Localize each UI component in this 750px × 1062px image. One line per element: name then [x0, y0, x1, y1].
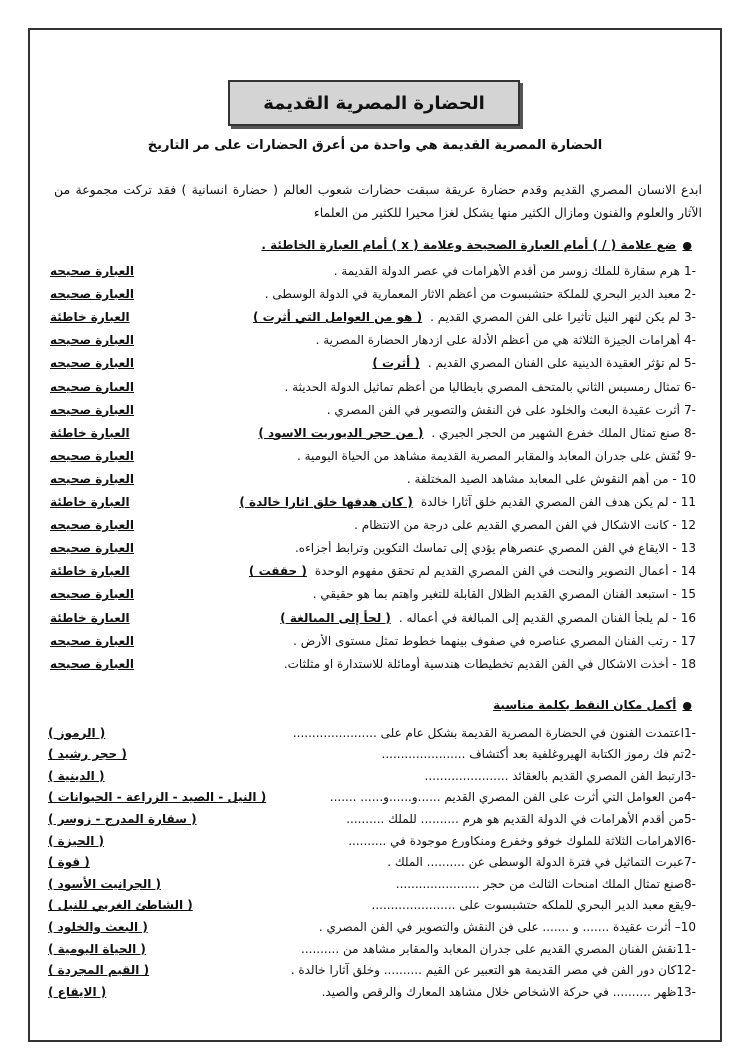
- statement-number: -8: [684, 425, 696, 440]
- statement-text: - رتب الفنان المصري عناصره في صفوف بينهما خطوط تمثل مستوى الأرض .: [293, 633, 677, 648]
- question-answer: ( البعث والخلود ): [48, 919, 148, 934]
- question-text: تم فك رموز الكتابة الهيروغلفية بعد أكتشاف ......................: [381, 747, 685, 762]
- fill-blank-row: [48, 938, 696, 959]
- statement-correction: ( حققت ): [248, 564, 307, 579]
- statement-row: [50, 537, 696, 559]
- statement-row: [50, 422, 696, 444]
- statement-correction: ( كان هدفها خلق اثارا خالدة ): [239, 495, 413, 509]
- statement-row: [50, 260, 696, 282]
- statement-row: [50, 399, 696, 421]
- statement-text: تمثال رمسيس الثاني بالمتحف المصري بايطاليا من أعظم تماثيل الدولة الحديثة .: [284, 379, 681, 394]
- statement-number: -1: [684, 264, 696, 278]
- question-number: -6: [684, 833, 696, 848]
- statement-row: [50, 630, 696, 652]
- statement-row: [50, 514, 696, 536]
- bullet-icon: ●: [682, 698, 692, 712]
- statement-row: [50, 468, 696, 490]
- statement-number: 11: [680, 495, 696, 509]
- question-answer: ( الجيزة ): [48, 833, 105, 848]
- statement-correction: ( لجأ إلى المبالغة ): [280, 610, 391, 625]
- question-number: -5: [684, 811, 696, 826]
- question-number: -4: [684, 790, 696, 805]
- statement-number: -5: [684, 356, 696, 371]
- statement-answer: العبارة خاطئة: [50, 564, 130, 579]
- question-answer: ( الحياة اليومية ): [48, 941, 146, 956]
- page-title: الحضارة المصرية القديمة: [228, 80, 520, 126]
- question-answer: ( الشاطئ الغربي للنيل ): [48, 898, 193, 913]
- statement-answer: العبارة خاطئة: [50, 495, 130, 509]
- question-number: -2: [684, 747, 696, 762]
- statement-text: - من أهم النقوش على المعابد مشاهد الصيد المختلفة .: [406, 471, 677, 486]
- statement-correction: ( من حجر الديوريت الاسود ): [258, 425, 424, 440]
- statement-answer: العبارة صحيحه: [50, 518, 135, 533]
- question-answer: ( قوة ): [48, 855, 90, 870]
- question-number: -1: [684, 725, 696, 740]
- fill-blank-row: [48, 744, 696, 765]
- statement-number: 16: [680, 610, 696, 625]
- statement-text: أثرت عقيدة البعث والخلود على فن النقش والتصوير في الفن المصري .: [326, 402, 681, 417]
- fill-blank-row: [48, 873, 696, 894]
- question-text: يقع معبد الدير البحري للملكه حتشبسوت على ......................: [371, 898, 685, 913]
- question-number: 10: [680, 919, 696, 934]
- question-text: ارتبط الفن المصري القديم بالعقائد ......................: [424, 768, 685, 783]
- question-number: -3: [684, 768, 696, 783]
- statement-number: -4: [684, 333, 696, 348]
- question-text: عبرت التماثيل في فترة الدولة الوسطى عن .......... الملك .: [387, 855, 685, 870]
- statement-row: [50, 653, 696, 675]
- question-number: -12: [676, 963, 696, 978]
- question-answer: ( الايقاع ): [48, 984, 107, 999]
- statement-number: 18: [680, 656, 696, 671]
- statement-number: -2: [684, 287, 696, 302]
- question-answer: ( الجرانيت الأسود ): [48, 876, 161, 891]
- statement-number: -3: [684, 310, 696, 325]
- statement-text: - لم يلجأ الفنان المصري القديم إلى المبالغة في أعماله .: [398, 610, 677, 625]
- statement-row: [50, 445, 696, 467]
- statement-text: معبد الدير البحري للملكة حتشبسوت من أعظم الاثار المعمارية في الدولة الوسطى .: [264, 287, 681, 302]
- statement-text: - استبعد الفنان المصري القديم الظلال القابلة للتغير واهتم بما هو حقيقي .: [312, 587, 677, 602]
- question-number: -9: [684, 898, 696, 913]
- statement-text: - الايقاع في الفن المصري عنصرهام يؤدي إلى تماسك التكوين وترابط أجزاءه.: [294, 541, 677, 556]
- statement-text: صنع تمثال الملك خفرع الشهير من الحجر الجيري .: [431, 425, 681, 440]
- fill-blank-row: [48, 916, 696, 937]
- statement-answer: العبارة صحيحه: [50, 264, 135, 278]
- statement-answer: العبارة صحيحه: [50, 656, 135, 671]
- question-answer: ( النيل - الصيد - الزراعة - الحيوانات ): [48, 790, 267, 805]
- statement-number: -9: [684, 448, 696, 463]
- question-text: كان دور الفن في مصر القديمة هو التعبير عن القيم .......... وخلق آثارا خالدة .: [290, 963, 677, 978]
- statement-correction: ( هو من العوامل التي أثرت ): [253, 310, 423, 325]
- bullet-icon: ●: [682, 238, 692, 252]
- statement-text: لم تؤثر العقيدة الدينية على الفنان المصري القديم .: [427, 356, 681, 371]
- question-answer: ( حجر رشيد ): [48, 747, 127, 762]
- section1-heading: [261, 238, 692, 252]
- statement-text: هرم سقارة للملك زوسر من أقدم الأهرامات في عصر الدولة القديمة .: [333, 264, 681, 278]
- statement-number: 17: [680, 633, 696, 648]
- statement-answer: العبارة خاطئة: [50, 425, 130, 440]
- statement-number: 10: [680, 471, 696, 486]
- statement-text: أهرامات الجيزة الثلاثة هي من أعظم الأدلة على ازدهار الحضارة المصرية .: [315, 333, 681, 348]
- statement-row: [50, 283, 696, 305]
- question-text: من العوامل التي أثرت على الفن المصري القديم ......و......و...... .......: [329, 790, 685, 805]
- intro-paragraph: ابدع الانسان المصري القديم وقدم حضارة عريقة سبقت حضارات شعوب العالم ( حضارة انسانية ) فقد تركت مجموعة من الآثار والعلوم والفنون ومازال الكثير منها يشكل لغزا محيرا للكثير من العلماء: [54, 182, 702, 220]
- statement-number: 13: [680, 541, 696, 556]
- statement-text: لم يكن لنهر النيل تأثيرا على الفن المصري القديم .: [430, 310, 681, 325]
- statement-row: [50, 583, 696, 605]
- statement-number: 14: [680, 564, 696, 579]
- statement-correction: ( أثرت ): [372, 356, 420, 371]
- fill-blank-row: [48, 895, 696, 916]
- statement-number: -7: [684, 402, 696, 417]
- statement-text: نُقش على جدران المعابد والمقابر المصرية القديمة مشاهد من الحياة اليومية .: [296, 448, 681, 463]
- fill-blank-row: [48, 960, 696, 981]
- statement-row: [50, 376, 696, 398]
- question-number: -13: [676, 984, 696, 999]
- statement-row: [50, 306, 696, 328]
- statement-text: - أعمال التصوير والنحت في الفن المصري القديم لم تحقق مفهوم الوحدة: [314, 564, 677, 579]
- statement-row: [50, 560, 696, 582]
- question-text: ظهر .......... في حركة الاشخاص خلال مشاهد المعارك والرقص والصيد.: [321, 984, 677, 999]
- statement-answer: العبارة صحيحه: [50, 379, 135, 394]
- statement-text: - لم يكن هدف الفن المصري القديم خلق آثارا خالدة: [420, 495, 677, 509]
- statement-row: [50, 352, 696, 374]
- statement-number: -6: [684, 379, 696, 394]
- fill-blank-row: [48, 981, 696, 1002]
- statement-answer: العبارة صحيحه: [50, 448, 135, 463]
- question-number: -8: [684, 876, 696, 891]
- statement-text: - أخذت الاشكال في الفن القديم تخطيطات هندسية أومائلة للاستدارة او مثلثات.: [283, 656, 677, 671]
- statement-row: [50, 329, 696, 351]
- question-number: -11: [676, 941, 696, 956]
- statement-text: - كانت الاشكال في الفن المصري القديم على درجة من الانتظام .: [354, 518, 677, 533]
- statement-answer: العبارة صحيحه: [50, 471, 135, 486]
- question-text: صنع تمثال الملك امنحات الثالث من حجر ......................: [395, 876, 685, 891]
- question-answer: ( الدينية ): [48, 768, 105, 783]
- statement-answer: العبارة خاطئة: [50, 310, 130, 325]
- statement-row: [50, 491, 696, 513]
- section1-heading-text: ضع علامة ( / ) أمام العبارة الصحيحة وعلامة ( x ) أمام العبارة الخاطئة .: [261, 238, 677, 252]
- fill-blank-row: [48, 722, 696, 743]
- statement-answer: العبارة صحيحه: [50, 587, 135, 602]
- fill-blank-row: [48, 808, 696, 829]
- statement-answer: العبارة صحيحه: [50, 541, 135, 556]
- section2-heading: [493, 698, 692, 712]
- question-text: الاهرامات الثلاثة للملوك خوفو وخفرع ومنكاورع موجودة في ..........: [348, 833, 685, 848]
- question-number: -7: [684, 855, 696, 870]
- statement-row: [50, 607, 696, 629]
- question-answer: ( القيم المجردة ): [48, 963, 150, 978]
- fill-blank-row: [48, 830, 696, 851]
- statement-answer: العبارة صحيحه: [50, 633, 135, 648]
- question-text: – أثرت عقيدة ....... و ....... على فن النقش والتصوير في الفن المصري .: [318, 919, 681, 934]
- question-answer: ( الرموز ): [48, 725, 106, 740]
- fill-blank-row: [48, 765, 696, 786]
- question-text: من أقدم الأهرامات في الدولة القديم هو هرم .......... للملك ..........: [346, 811, 685, 826]
- statement-answer: العبارة صحيحه: [50, 333, 135, 348]
- question-text: نقش الفنان المصري القديم على جدران المعابد والمقابر مشاهد من ..........: [301, 941, 677, 956]
- section2-heading-text: أكمل مكان النقط بكلمة مناسبة: [493, 698, 677, 712]
- statement-answer: العبارة صحيحه: [50, 356, 135, 371]
- fill-blank-row: [48, 787, 696, 808]
- statement-number: 12: [680, 518, 696, 533]
- statement-answer: العبارة صحيحه: [50, 402, 135, 417]
- question-text: اعتمدت الفنون في الحضارة المصرية القديمة بشكل عام على ......................: [292, 725, 685, 740]
- statement-answer: العبارة خاطئة: [50, 610, 130, 625]
- question-answer: ( سقارة المدرج - زوسر ): [48, 811, 197, 826]
- fill-blank-row: [48, 852, 696, 873]
- page-subtitle: الحضارة المصرية القديمة هي واحدة من أعرق الحضارات على مر التاريخ: [147, 138, 603, 153]
- statement-number: 15: [680, 587, 696, 602]
- statement-answer: العبارة صحيحه: [50, 287, 135, 302]
